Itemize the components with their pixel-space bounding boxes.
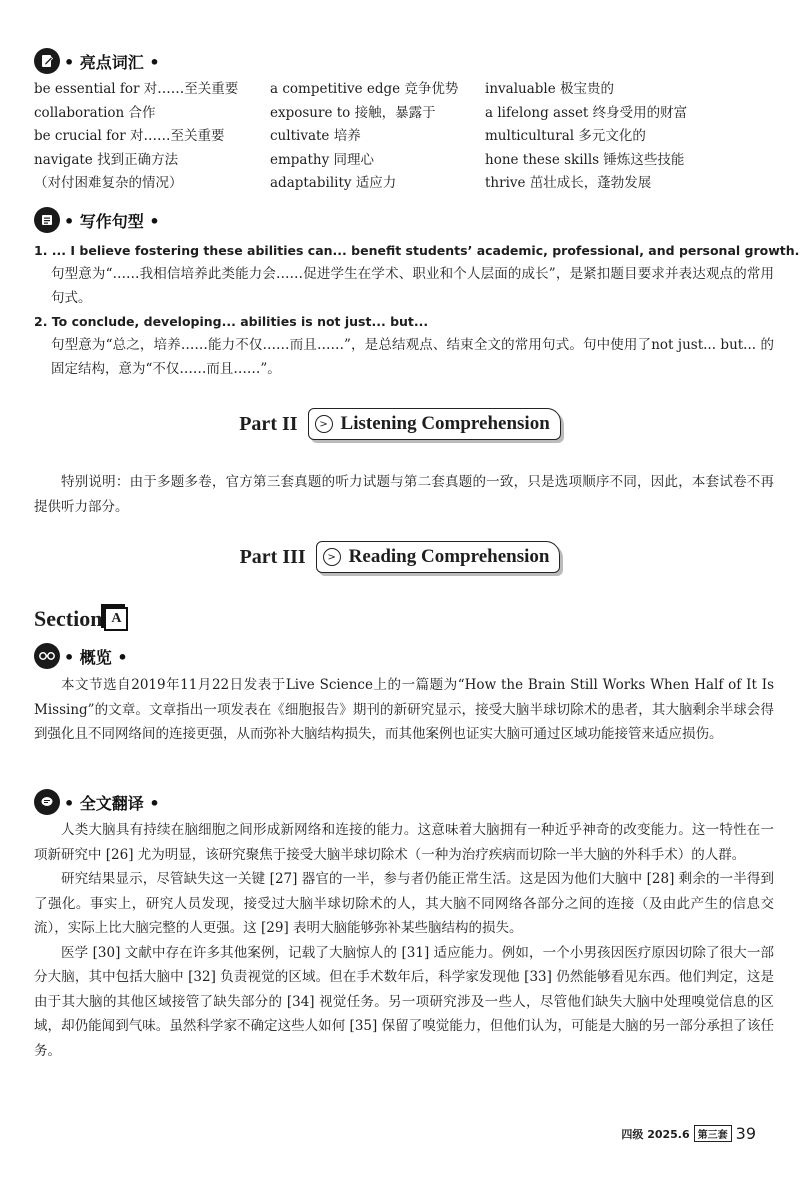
translation-paragraph: 人类大脑具有持续在脑细胞之间形成新网络和连接的能力。这意味着大脑拥有一种近乎神奇的改变能力。这一特性在一项新研究中 [26] 尤为明显，该研究聚焦于接受大脑半球切除术（一种为治疗疾病而切除一半大脑的外科手术）的人群。 xyxy=(34,822,774,863)
vocab-title: • 亮点词汇 • xyxy=(64,52,160,72)
vocab-item: a competitive edge 竞争优势 xyxy=(270,81,459,97)
vocab-item: invaluable 极宝贵的 xyxy=(485,81,614,97)
footer-set-badge: 第三套 xyxy=(694,1125,732,1142)
vocab-column-2 xyxy=(270,78,458,196)
vocab-item: adaptability 适应力 xyxy=(270,175,397,191)
translation-paragraph: 医学 [30] 文献中存在许多其他案例，记载了大脑惊人的 [31] 适应能力。例如，一个小男孩因医疗原因切除了很大一部分大脑，其中包括大脑中 [32] 负责视觉的区域。但在手术数年后，科学家发现他 [33] 仍然能够看见东西。他们判定，这是由于其大脑的其他区域接管了缺失部分的 [34] 视觉任务。另一项研究涉及一些人，尽管他们缺失大脑中处理嗅觉信息的区域，却仍能闻到气味。虽然科学家不确定这些人如何 [35] 保留了嗅觉能力，但他们认为，可能是大脑的另一部分承担了该任务。 xyxy=(34,944,774,1059)
overview-text: 本文节选自2019年11月22日发表于Live Science上的一篇题为“How the Brain Still Works When Half of It Is Missing”的文章。文章指出一项发表在《细胞报告》期刊的新研究显示，接受大脑半球切除术的患者，其大脑剩余半球会得到强化且不同网络间的连接更强，从而弥补大脑结构损失，而其他案例也证实大脑可通过区域功能接管来适应损伤。 xyxy=(34,677,774,742)
part-2-heading xyxy=(0,408,800,440)
vocab-item: empathy 同理心 xyxy=(270,151,375,168)
part-label: Part II xyxy=(239,412,298,435)
part-title: Reading Comprehension xyxy=(348,546,550,567)
vocab-item: be crucial for 对……至关重要 xyxy=(34,128,225,144)
overview-heading xyxy=(34,643,128,669)
vocab-item: hone these skills 锤炼这些技能 xyxy=(485,151,685,168)
part-label: Part III xyxy=(239,545,306,568)
section-heading xyxy=(34,606,128,632)
vocab-item: a lifelong asset 终身受用的财富 xyxy=(485,104,688,121)
vocab-column-1 xyxy=(34,78,238,196)
translation-paragraph: 研究结果显示，尽管缺失这一关键 [27] 器官的一半，参与者仍能正常生活。这是因为他们大脑中 [28] 剩余的一半得到了强化。事实上，研究人员发现，接受过大脑半球切除术的人，其大脑不同网络各部分之间的连接（及由此产生的信息交流），实际上比大脑完整的人更强。这 [29] 表明大脑能够弥补某些脑结构的损失。 xyxy=(34,871,774,936)
overview-title: • 概览 • xyxy=(64,647,128,667)
pattern-explanation: 句型意为“……我相信培养此类能力会……促进学生在学术、职业和个人层面的成长”，是紧扣题目要求并表达观点的常用句式。 xyxy=(51,266,774,306)
glasses-icon xyxy=(34,643,60,669)
part-title-box xyxy=(316,541,561,573)
pencil-note-icon xyxy=(34,48,60,74)
overview-body xyxy=(34,673,774,747)
footer-label: 四级 2025.6 xyxy=(621,1127,690,1141)
section-label: Section xyxy=(34,606,103,631)
vocab-item: be essential for 对……至关重要 xyxy=(34,81,239,97)
part-3-heading xyxy=(0,541,800,573)
special-note xyxy=(34,470,774,519)
pattern-sentence: 1. ... I believe fostering these abilities can... benefit students’ academic, professional, and personal growth. xyxy=(34,243,800,258)
speech-bubble-icon xyxy=(34,789,60,815)
writing-pattern-1 xyxy=(34,240,800,310)
vocab-item: multicultural 多元文化的 xyxy=(485,128,646,144)
arrow-right-icon: > xyxy=(323,548,341,566)
section-badge: A xyxy=(104,607,128,631)
part-title-box xyxy=(308,408,561,440)
writing-heading xyxy=(34,207,160,233)
pattern-explanation: 句型意为“总之，培养……能力不仅……而且……”，是总结观点、结束全文的常用句式。句中使用了not just... but... 的固定结构，意为“不仅……而且……”。 xyxy=(51,337,774,377)
writing-title: • 写作句型 • xyxy=(64,211,160,231)
page-number: 39 xyxy=(735,1124,756,1143)
document-icon xyxy=(34,207,60,233)
writing-pattern-2 xyxy=(34,311,774,381)
vocab-item: （对付困难复杂的情况） xyxy=(34,175,183,191)
vocab-item: collaboration 合作 xyxy=(34,104,156,121)
translation-body xyxy=(34,818,774,1063)
pattern-sentence: 2. To conclude, developing... abilities is not just... but... xyxy=(34,314,429,329)
vocab-item: navigate 找到正确方法 xyxy=(34,151,179,168)
vocab-item: thrive 茁壮成长，蓬勃发展 xyxy=(485,175,652,191)
translation-heading xyxy=(34,789,160,815)
vocab-item: exposure to 接触，暴露于 xyxy=(270,104,436,121)
vocab-item: cultivate 培养 xyxy=(270,128,361,144)
arrow-right-icon: > xyxy=(315,415,333,433)
vocab-heading xyxy=(34,48,160,74)
part-title: Listening Comprehension xyxy=(340,413,550,434)
translation-title: • 全文翻译 • xyxy=(64,793,160,813)
special-note-text: 特别说明：由于多题多卷，官方第三套真题的听力试题与第二套真题的一致，只是选项顺序不同，因此，本套试卷不再提供听力部分。 xyxy=(34,474,774,515)
page-footer xyxy=(621,1124,756,1143)
vocab-column-3 xyxy=(485,78,687,196)
